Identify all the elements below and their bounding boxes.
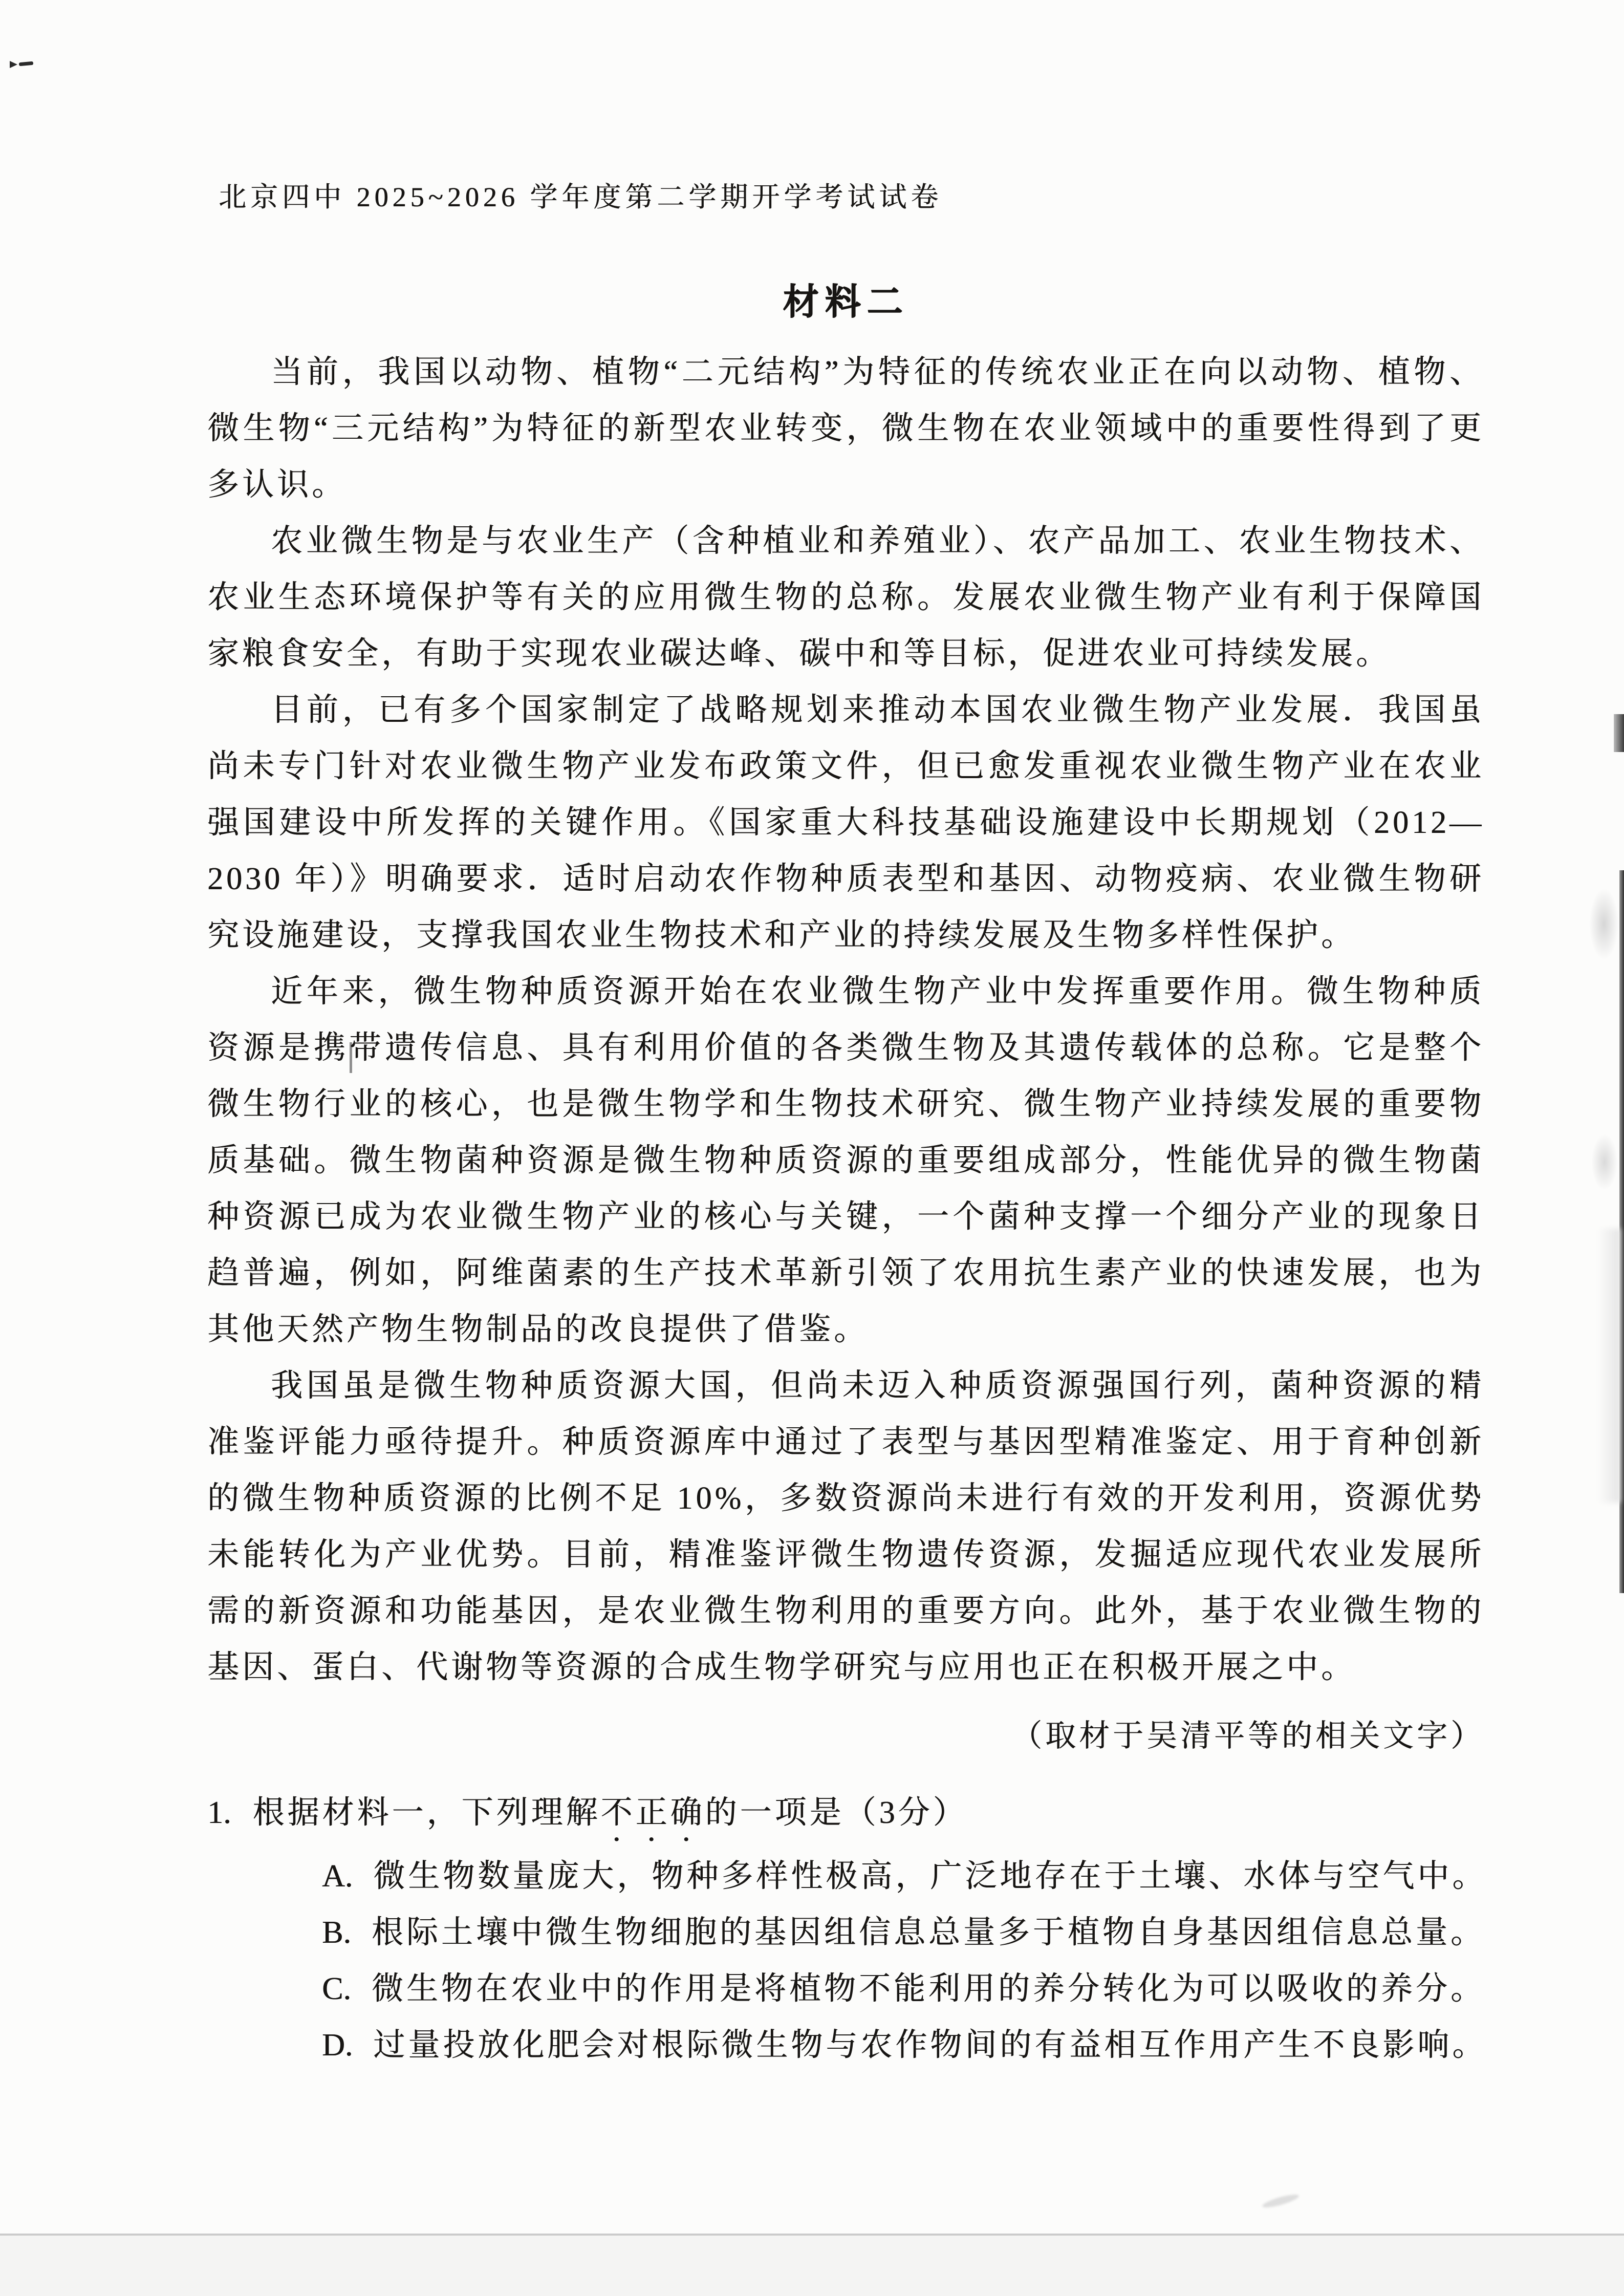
option-d-label: D. — [322, 2028, 353, 2063]
option-a-label: A. — [322, 1859, 353, 1894]
paragraph: 农业微生物是与农业生产（含种植业和养殖业）、农产品加工、农业生物技术、农业生态环境保护等有关的应用微生物的总称。发展农业微生物产业有利于保障国家粮食安全，有助于实现农业碳达峰、碳中和等目标，促进农业可持续发展。 — [207, 524, 1484, 671]
option-a — [322, 1848, 1487, 1904]
scan-mark-dash — [19, 61, 34, 66]
paragraph: 目前，已有多个国家制定了战略规划来推动本国农业微生物产业发展．我国虽尚未专门针对农业微生物产业发布政策文件，但已愈发重视农业微生物产业在农业强国建设中所发挥的关键作用。《国家重大科技基础设施建设中长期规划（2012—2030 年）》明确要求．适时启动农作物种质表型和基因、动物疫病、农业微生物研究设施建设，支撑我国农业生物技术和产业的持续发展及生物多样性保护。 — [207, 693, 1484, 953]
scan-edge-block — [1614, 714, 1624, 752]
option-b-label: B. — [322, 1915, 351, 1950]
option-b — [322, 1904, 1484, 1961]
option-c — [322, 1961, 1484, 2017]
scan-bottom-margin — [0, 2236, 1624, 2296]
question-stem-suffix: 的一项是（3分） — [705, 1795, 968, 1830]
scan-mark-arrow-icon — [10, 61, 17, 68]
scan-edge-smudge — [1598, 1229, 1620, 1503]
page-content — [207, 169, 1487, 2073]
scan-edge-smudge — [1591, 1134, 1618, 1190]
section-heading: 材料二 — [783, 283, 909, 322]
source-attribution: （取材于吴清平等的相关文字） — [1011, 1719, 1484, 1753]
option-c-label: C. — [322, 1971, 351, 2006]
paragraph: 当前，我国以动物、植物“二元结构”为特征的传统农业正在向以动物、植物、微生物“三元结构”为特征的新型农业转变，微生物在农业领域中的重要性得到了更多认识。 — [207, 355, 1484, 502]
option-a-text: 微生物数量庞大，物种多样性极高，广泛地存在于土壤、水体与空气中。 — [373, 1859, 1487, 1894]
question-stem-emphasis: 不正确 — [600, 1795, 705, 1830]
paragraph: 近年来，微生物种质资源开始在农业微生物产业中发挥重要作用。微生物种质资源是携带遗传信息、具有利用价值的各类微生物及其遗传载体的总称。它是整个微生物行业的核心，也是微生物学和生物技术研究、微生物产业持续发展的重要物质基础。微生物菌种资源是微生物种质资源的重要组成部分，性能优异的微生物菌种资源已成为农业微生物产业的核心与关键，一个菌种支撑一个细分产业的现象日趋普遍，例如，阿维菌素的生产技术革新引领了农用抗生素产业的快速发展，也为其他天然产物生物制品的改良提供了借鉴。 — [207, 974, 1484, 1347]
option-list — [207, 1848, 1487, 2073]
page-title: 北京四中 2025~2026 学年度第二学期开学考试试卷 — [219, 182, 943, 212]
scan-smudge — [1261, 2192, 1300, 2210]
question-1 — [207, 1785, 1484, 1848]
scan-edge-smudge — [1589, 888, 1619, 960]
question-stem-prefix: 根据材料一，下列理解 — [252, 1795, 601, 1830]
option-b-text: 根际土壤中微生物细胞的基因组信息总量多于植物自身基因组信息总量。 — [371, 1915, 1485, 1950]
option-d-text: 过量投放化肥会对根际微生物与农作物间的有益相互作用产生不良影响。 — [373, 2028, 1487, 2063]
option-d — [322, 2017, 1487, 2073]
question-number: 1. — [207, 1795, 231, 1830]
option-c-text: 微生物在农业中的作用是将植物不能利用的养分转化为可以吸收的养分。 — [371, 1971, 1485, 2006]
paragraph: 我国虽是微生物种质资源大国，但尚未迈入种质资源强国行列，菌种资源的精准鉴评能力亟待提升。种质资源库中通过了表型与基因型精准鉴定、用于育种创新的微生物种质资源的比例不足 10%，多数资源尚未进行有效的开发利用，资源优势未能转化为产业优势。目前，精准鉴评微生物遗传资源，发掘适应现代农业发展所需的新资源和功能基因，是农业微生物利用的重要方向。此外，基于农业微生物的基因、蛋白、代谢物等资源的合成生物学研究与应用也正在积极开展之中。 — [207, 1368, 1484, 1685]
